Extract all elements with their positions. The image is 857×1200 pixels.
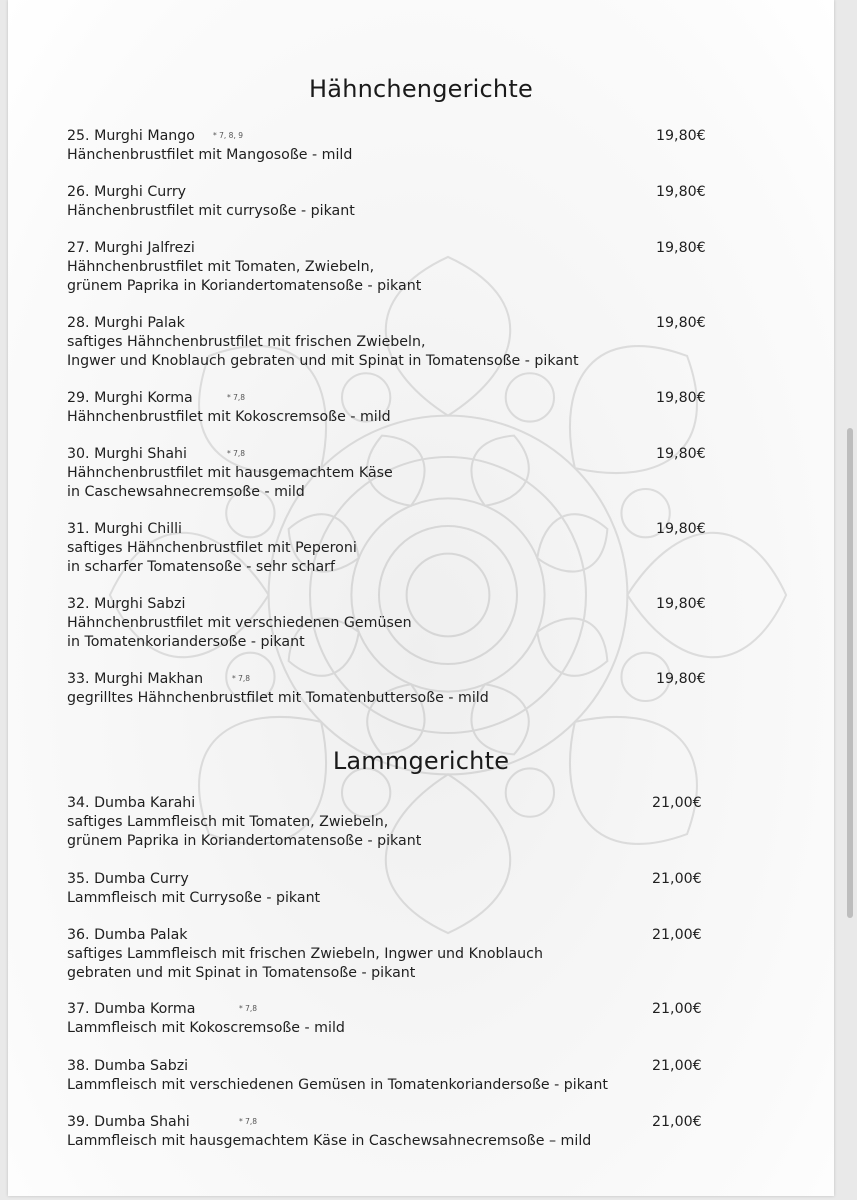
section-title-lamb: Lammgerichte (332, 747, 510, 775)
dish-price: 19,80€ (656, 128, 706, 144)
dish-description: Hänchenbrustfilet mit currysoße - pikant (67, 203, 355, 219)
dish-description: saftiges Hähnchenbrustfilet mit frischen Zwiebeln, (67, 334, 426, 350)
menu-item (67, 239, 767, 296)
dish-description: Hähnchenbrustfilet mit Tomaten, Zwiebeln, (67, 259, 375, 275)
dish-description: Hähnchenbrustfilet mit verschiedenen Gemüsen (67, 615, 412, 631)
dish-price: 21,00€ (652, 927, 702, 943)
dish-name: 25. Murghi Mango (67, 128, 195, 144)
dish-name: 30. Murghi Shahi (67, 446, 187, 462)
dish-price: 19,80€ (656, 521, 706, 537)
dish-price: 19,80€ (656, 596, 706, 612)
menu-item (67, 445, 767, 502)
dish-name: 28. Murghi Palak (67, 315, 185, 331)
allergen-codes: * 7, 8, 9 (213, 131, 243, 140)
allergen-codes: * 7,8 (227, 393, 246, 402)
dish-price: 21,00€ (652, 871, 702, 887)
dish-name: 29. Murghi Korma (67, 390, 193, 406)
dish-price: 21,00€ (652, 1114, 702, 1130)
dish-description: saftiges Lammfleisch mit Tomaten, Zwiebeln, (67, 814, 389, 830)
dish-name: 27. Murghi Jalfrezi (67, 240, 195, 256)
allergen-codes: * 7,8 (239, 1004, 258, 1013)
dish-description: Lammfleisch mit Currysoße - pikant (67, 890, 321, 906)
menu-item (67, 670, 767, 708)
dish-name: 39. Dumba Shahi (67, 1114, 190, 1130)
dish-name: 32. Murghi Sabzi (67, 596, 186, 612)
menu-item (67, 520, 767, 577)
dish-price: 19,80€ (656, 184, 706, 200)
allergen-codes: * 7,8 (227, 449, 246, 458)
dish-price: 19,80€ (656, 390, 706, 406)
dish-description: grünem Paprika in Koriandertomatensoße - pikant (67, 833, 422, 849)
dish-description: Lammfleisch mit verschiedenen Gemüsen in Tomatenkoriandersoße - pikant (67, 1077, 608, 1093)
menu-item (67, 794, 767, 851)
dish-name: 37. Dumba Korma (67, 1001, 196, 1017)
menu-item (67, 1000, 767, 1038)
menu-item (67, 389, 767, 427)
scrollbar-thumb[interactable] (847, 428, 853, 918)
dish-name: 31. Murghi Chilli (67, 521, 183, 537)
menu-item (67, 314, 767, 371)
dish-description: grünem Paprika in Koriandertomatensoße - pikant (67, 278, 422, 294)
dish-description: saftiges Hähnchenbrustfilet mit Peperoni (67, 540, 357, 556)
dish-description: Lammfleisch mit Kokoscremsoße - mild (67, 1020, 345, 1036)
dish-price: 19,80€ (656, 446, 706, 462)
menu-item (67, 1057, 767, 1095)
dish-description: saftiges Lammfleisch mit frischen Zwiebeln, Ingwer und Knoblauch (67, 946, 543, 962)
dish-name: 33. Murghi Makhan (67, 671, 204, 687)
dish-price: 19,80€ (656, 671, 706, 687)
dish-name: 35. Dumba Curry (67, 871, 189, 887)
dish-name: 36. Dumba Palak (67, 927, 188, 943)
dish-description: Hähnchenbrustfilet mit Kokoscremsoße - mild (67, 409, 391, 425)
menu-item (67, 595, 767, 652)
dish-description: Ingwer und Knoblauch gebraten und mit Spinat in Tomatensoße - pikant (67, 353, 579, 369)
dish-description: gegrilltes Hähnchenbrustfilet mit Tomatenbuttersoße - mild (67, 690, 489, 706)
dish-description: Hänchenbrustfilet mit Mangosoße - mild (67, 147, 353, 163)
dish-name: 26. Murghi Curry (67, 184, 187, 200)
menu-item (67, 183, 767, 221)
dish-price: 21,00€ (652, 795, 702, 811)
dish-price: 21,00€ (652, 1001, 702, 1017)
dish-name: 38. Dumba Sabzi (67, 1058, 189, 1074)
dish-price: 21,00€ (652, 1058, 702, 1074)
menu-item (67, 870, 767, 908)
menu-item (67, 926, 767, 983)
dish-price: 19,80€ (656, 315, 706, 331)
dish-name: 34. Dumba Karahi (67, 795, 196, 811)
allergen-codes: * 7,8 (239, 1117, 258, 1126)
section-title-chicken: Hähnchengerichte (309, 75, 533, 103)
dish-description: Lammfleisch mit hausgemachtem Käse in Caschewsahnecremsoße – mild (67, 1133, 592, 1149)
dish-price: 19,80€ (656, 240, 706, 256)
menu-item (67, 1113, 767, 1151)
dish-description: in Tomatenkoriandersoße - pikant (67, 634, 305, 650)
menu-page (8, 0, 834, 1196)
dish-description: in scharfer Tomatensoße - sehr scharf (67, 559, 335, 575)
dish-description: Hähnchenbrustfilet mit hausgemachtem Käse (67, 465, 393, 481)
allergen-codes: * 7,8 (232, 674, 251, 683)
dish-description: gebraten und mit Spinat in Tomatensoße - pikant (67, 965, 416, 981)
menu-item (67, 127, 767, 165)
dish-description: in Caschewsahnecremsoße - mild (67, 484, 305, 500)
